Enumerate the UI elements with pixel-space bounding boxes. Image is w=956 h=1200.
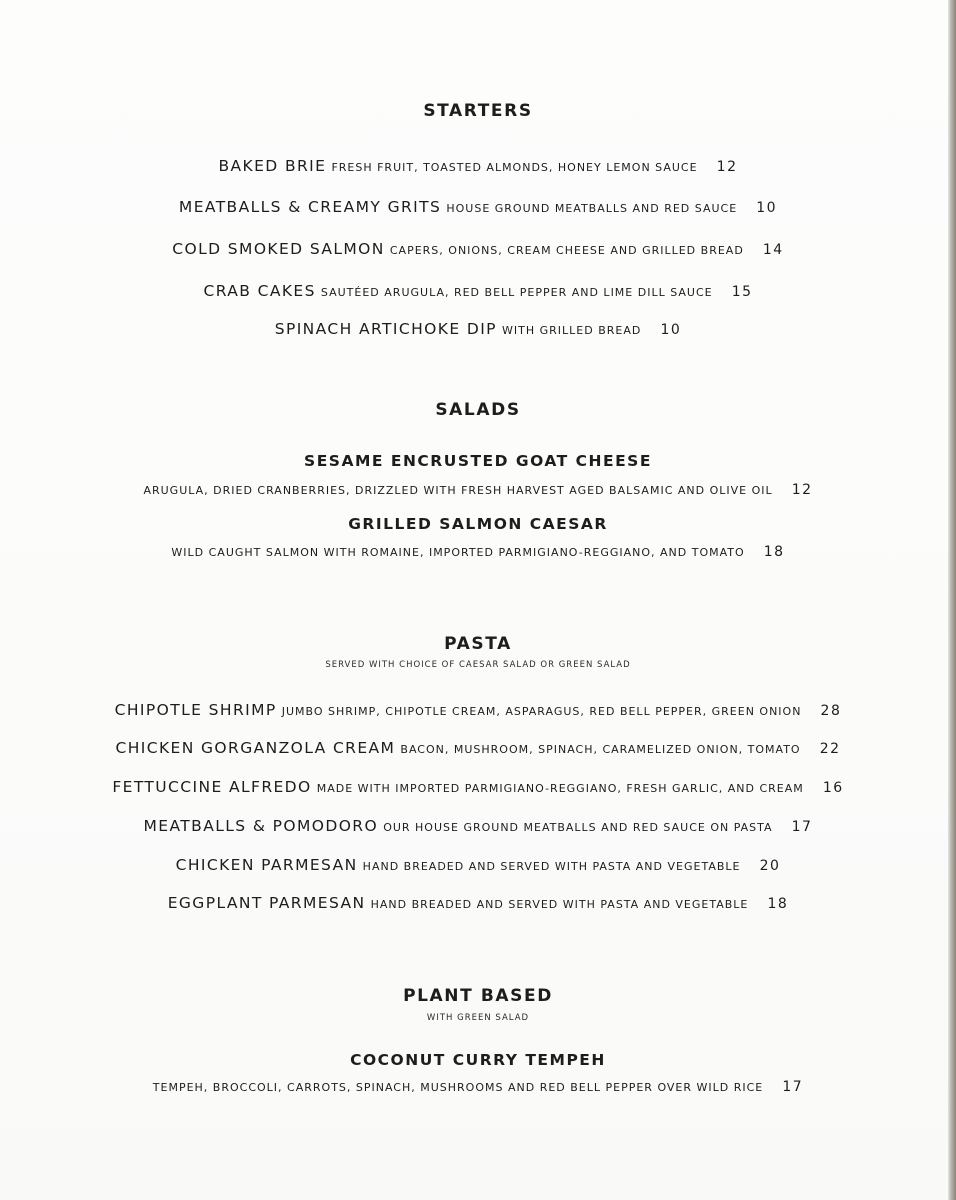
pasta-subtitle: SERVED WITH CHOICE OF CAESAR SALAD OR GREEN SALAD bbox=[325, 660, 631, 670]
dish-description: BACON, MUSHROOM, SPINACH, CARAMELIZED ONION, TOMATO bbox=[400, 743, 801, 756]
dish-price: 18 bbox=[767, 896, 789, 912]
dish-name: CHICKEN GORGANZOLA CREAM bbox=[115, 739, 396, 757]
dish-description: HAND BREADED AND SERVED WITH PASTA AND VEGETABLE bbox=[370, 898, 749, 911]
dish-name: SESAME ENCRUSTED GOAT CHEESE bbox=[304, 452, 652, 470]
dish-name: CHIPOTLE SHRIMP bbox=[114, 701, 277, 719]
menu-item bbox=[0, 319, 956, 338]
menu-item bbox=[0, 893, 956, 912]
menu-item-detail bbox=[0, 1076, 956, 1095]
dish-price: 20 bbox=[759, 858, 781, 874]
dish-name: MEATBALLS & POMODORO bbox=[143, 817, 379, 835]
dish-price: 18 bbox=[763, 544, 785, 560]
menu-item bbox=[0, 281, 956, 300]
dish-name: GRILLED SALMON CAESAR bbox=[348, 515, 608, 533]
menu-item bbox=[0, 239, 956, 258]
menu-item bbox=[0, 816, 956, 835]
dish-name: FETTUCCINE ALFREDO bbox=[112, 778, 312, 796]
dish-description: HAND BREADED AND SERVED WITH PASTA AND VEGETABLE bbox=[362, 860, 741, 873]
menu-item bbox=[0, 777, 956, 796]
dish-description: SAUTÉED ARUGULA, RED BELL PEPPER AND LIME DILL SAUCE bbox=[320, 286, 713, 299]
dish-price: 10 bbox=[756, 200, 778, 216]
dish-name: SPINACH ARTICHOKE DIP bbox=[274, 320, 497, 338]
dish-name: MEATBALLS & CREAMY GRITS bbox=[178, 198, 442, 216]
pasta-title: PASTA bbox=[444, 634, 512, 654]
dish-price: 10 bbox=[660, 322, 682, 338]
dish-name: BAKED BRIE bbox=[218, 157, 327, 175]
dish-description: ARUGULA, DRIED CRANBERRIES, DRIZZLED WITH FRESH HARVEST AGED BALSAMIC AND OLIVE OIL bbox=[143, 484, 773, 497]
dish-description: WILD CAUGHT SALMON WITH ROMAINE, IMPORTED PARMIGIANO-REGGIANO, AND TOMATO bbox=[171, 546, 745, 559]
dish-price: 14 bbox=[762, 242, 784, 258]
dish-description: CAPERS, ONIONS, CREAM CHEESE AND GRILLED BREAD bbox=[389, 244, 744, 257]
page-edge bbox=[948, 0, 956, 1200]
dish-description: HOUSE GROUND MEATBALLS AND RED SAUCE bbox=[446, 202, 738, 215]
dish-name: CRAB CAKES bbox=[203, 282, 316, 300]
dish-description: MADE WITH IMPORTED PARMIGIANO-REGGIANO, FRESH GARLIC, AND CREAM bbox=[316, 782, 804, 795]
menu-item bbox=[0, 700, 956, 719]
dish-description: WITH GRILLED BREAD bbox=[502, 324, 642, 337]
dish-description: JUMBO SHRIMP, CHIPOTLE CREAM, ASPARAGUS, RED BELL PEPPER, GREEN ONION bbox=[281, 705, 802, 718]
menu-item bbox=[0, 156, 956, 175]
dish-price: 17 bbox=[791, 819, 813, 835]
plant-based-subtitle: WITH GREEN SALAD bbox=[426, 1013, 530, 1023]
dish-price: 15 bbox=[731, 284, 753, 300]
dish-description: TEMPEH, BROCCOLI, CARROTS, SPINACH, MUSHROOMS AND RED BELL PEPPER OVER WILD RICE bbox=[152, 1081, 764, 1094]
dish-description: FRESH FRUIT, TOASTED ALMONDS, HONEY LEMON SAUCE bbox=[331, 161, 698, 174]
dish-price: 16 bbox=[822, 780, 844, 796]
menu-item bbox=[0, 197, 956, 216]
starters-title: STARTERS bbox=[423, 101, 533, 121]
dish-price: 28 bbox=[820, 703, 842, 719]
menu-item bbox=[0, 855, 956, 874]
menu-item-detail bbox=[0, 541, 956, 560]
dish-name: COCONUT CURRY TEMPEH bbox=[350, 1051, 606, 1069]
dish-price: 12 bbox=[791, 482, 813, 498]
plant-based-title: PLANT BASED bbox=[403, 986, 553, 1006]
dish-name: EGGPLANT PARMESAN bbox=[167, 894, 366, 912]
salads-title: SALADS bbox=[435, 400, 521, 420]
dish-name: CHICKEN PARMESAN bbox=[175, 856, 358, 874]
dish-price: 17 bbox=[782, 1079, 804, 1095]
dish-price: 12 bbox=[716, 159, 738, 175]
dish-description: OUR HOUSE GROUND MEATBALLS AND RED SAUCE ON PASTA bbox=[383, 821, 773, 834]
menu-item-detail bbox=[0, 479, 956, 498]
dish-name: COLD SMOKED SALMON bbox=[172, 240, 385, 258]
menu-item bbox=[0, 738, 956, 757]
dish-price: 22 bbox=[819, 741, 841, 757]
